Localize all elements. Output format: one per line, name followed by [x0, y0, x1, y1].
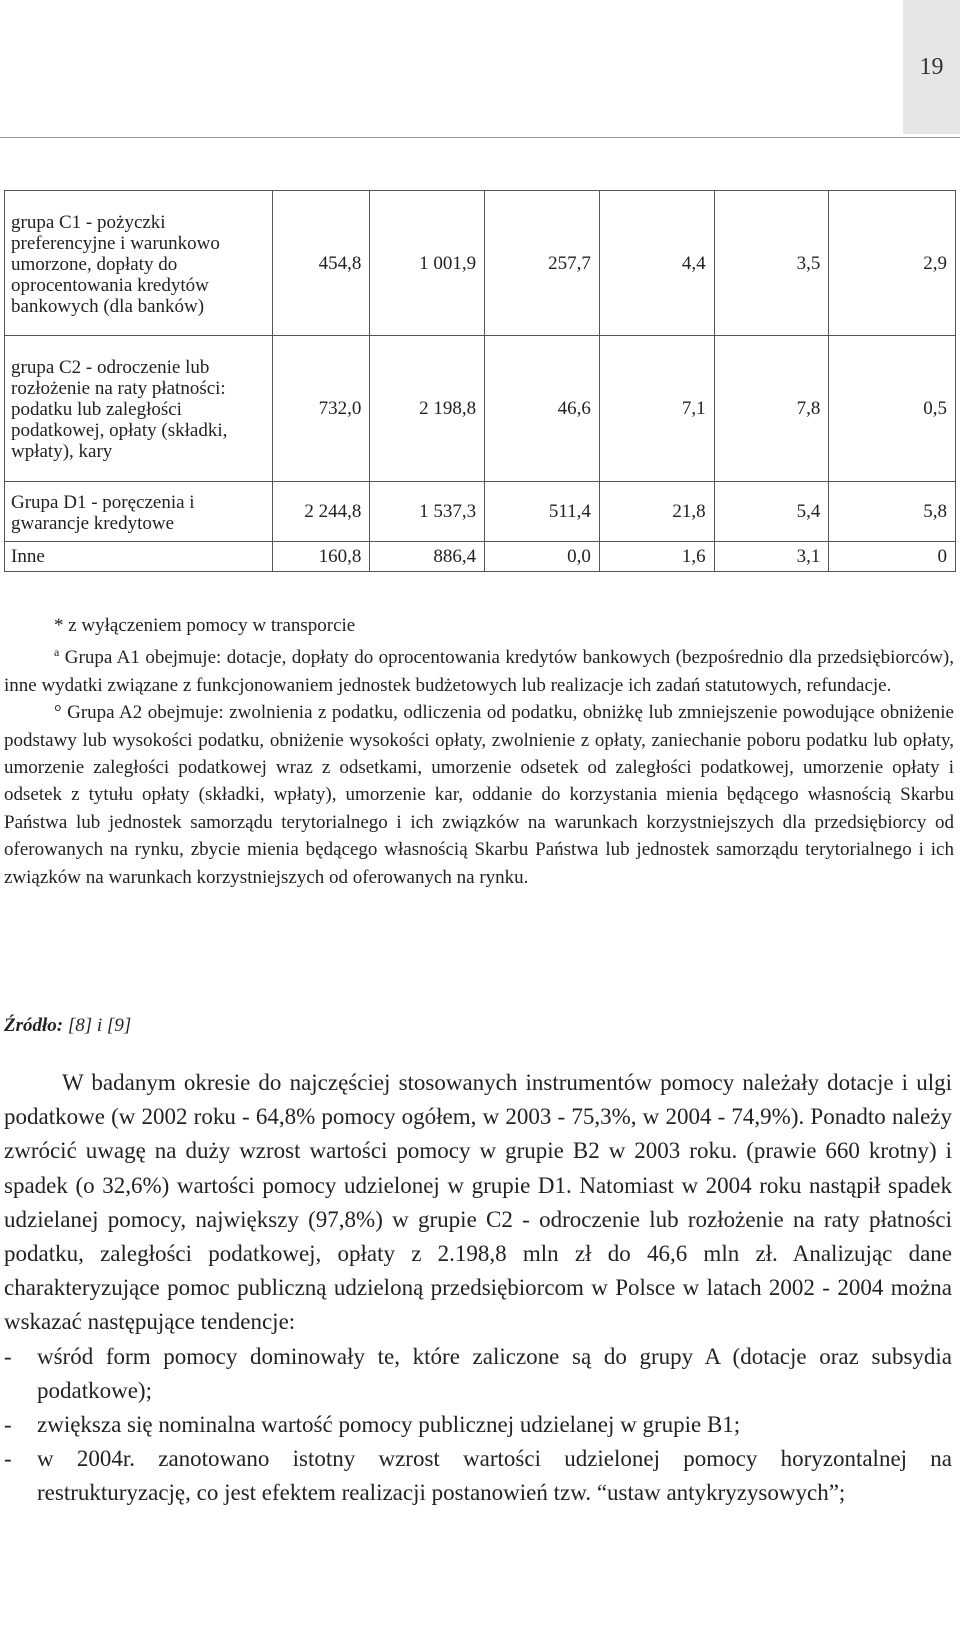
table-cell: 0,5: [829, 336, 956, 482]
aid-table: [4, 190, 956, 572]
table-row: [5, 482, 956, 542]
table-cell: 0,0: [485, 542, 600, 572]
list-item: [4, 1408, 952, 1442]
header-rule: [0, 137, 960, 138]
note-asterisk: * z wyłączeniem pomocy w transporcie: [54, 615, 356, 636]
table-cell: 454,8: [272, 191, 370, 336]
bullet-dash: -: [4, 1343, 12, 1369]
row-label: grupa C2 - odroczenie lub rozłożenie na raty płatności: podatku lub zaległości podatkowej, opłaty (składki, wpłaty), kary: [5, 336, 273, 482]
table-cell: 732,0: [272, 336, 370, 482]
table-row: [5, 191, 956, 336]
list-item-text: zwiększa się nominalna wartość pomocy publicznej udzielanej w grupie B1;: [37, 1412, 741, 1438]
table-cell: 0: [829, 542, 956, 572]
note-b-text: Grupa A2 obejmuje: zwolnienia z podatku, odliczenia od podatku, obniżkę lub zmniejszenie powodujące obniżenie podstawy lub wysokości podatku, obniżenie wysokości opłaty, zwolnienie z opłaty, zaniechanie poboru podatku lub opłaty, umorzenie zaległości podatkowej wraz z odsetkami, umorzenie odsetek od zaległości podatkowej, umorzenie opłaty i odsetek z tytułu opłaty (składki, wpłaty), umorzenie kar, oddanie do korzystania mienia będącego własnością Skarbu Państwa lub jednostek samorządu terytorialnego i ich związków na warunkach korzystniejszych dla przedsiębiorcy od oferowanych na rynku, zbycie mienia będącego własnością Skarbu Państwa lub jednostek samorządu terytorialnego i ich związków na warunkach korzystniejszych od oferowanych na rynku.: [4, 702, 954, 888]
body-paragraph: W badanym okresie do najczęściej stosowanych instrumentów pomocy należały dotacje i ulgi podatkowe (w 2002 roku - 64,8% pomocy ogółem, w 2003 - 75,3%, w 2004 - 74,9%). Ponadto należy zwrócić uwagę na duży wzrost wartości pomocy w grupie B2 w 2003 roku. (prawie 660 krotny) i spadek (o 32,6%) wartości pomocy udzielonej w grupie D1. Natomiast w 2004 roku nastąpił spadek udzielanej pomocy, największy (97,8%) w grupie C2 - odroczenie lub rozłożenie na raty płatności podatku, zaległości podatkowej, opłaty z 2.198,8 mln zł do 46,6 mln zł. Analizując dane charakteryzujące pomoc publiczną udzieloną przedsiębiorcom w Polsce w latach 2002 - 2004 można wskazać następujące tendencje:: [4, 1070, 952, 1335]
tendencies-list: [4, 1340, 952, 1511]
note-b: [4, 699, 954, 891]
table-cell: 1 001,9: [370, 191, 485, 336]
table-cell: 257,7: [485, 191, 600, 336]
table-cell: 160,8: [272, 542, 370, 572]
table-cell: 21,8: [599, 482, 714, 542]
source-refs: [8] i [9]: [67, 1015, 132, 1036]
table-cell: 7,1: [599, 336, 714, 482]
table-cell: 4,4: [599, 191, 714, 336]
page-number-text: 19: [919, 53, 944, 80]
table-cell: 3,5: [714, 191, 829, 336]
note-a-marker: a: [54, 645, 60, 660]
list-item: [4, 1442, 952, 1510]
table-cell: 2 198,8: [370, 336, 485, 482]
source-label: Źródło:: [4, 1015, 64, 1036]
list-item: [4, 1340, 952, 1408]
note-b-marker: °: [54, 702, 62, 724]
list-item-text: wśród form pomocy dominowały te, które zaliczone są do grupy A (dotacje oraz subsydia podatkowe);: [37, 1343, 952, 1403]
table-cell: 5,4: [714, 482, 829, 542]
source-line: [4, 1015, 131, 1037]
page-number: [903, 0, 960, 134]
table-row: [5, 336, 956, 482]
table-cell: 46,6: [485, 336, 600, 482]
row-label: grupa C1 - pożyczki preferencyjne i warunkowo umorzone, dopłaty do oprocentowania kredytów bankowych (dla banków): [5, 191, 273, 336]
table-cell: 1,6: [599, 542, 714, 572]
note-a: [4, 639, 954, 699]
list-item-text: w 2004r. zanotowano istotny wzrost wartości udzielonej pomocy horyzontalnej na restrukturyzację, co jest efektem realizacji postanowień tzw. “ustaw antykryzysowych”;: [37, 1446, 952, 1506]
body-text: [4, 1066, 952, 1511]
table-cell: 511,4: [485, 482, 600, 542]
row-label: Grupa D1 - poręczenia i gwarancje kredytowe: [5, 482, 273, 542]
note-a-text: Grupa A1 obejmuje: dotacje, dopłaty do oprocentowania kredytów bankowych (bezpośrednio dla przedsiębiorców), inne wydatki związane z funkcjonowaniem jednostek budżetowych lub realizacje ich zadań statutowych, refundacje.: [4, 647, 955, 696]
row-label: Inne: [5, 542, 273, 572]
bullet-dash: -: [4, 1412, 12, 1438]
bullet-dash: -: [4, 1446, 12, 1472]
table-cell: 7,8: [714, 336, 829, 482]
table-cell: 3,1: [714, 542, 829, 572]
table-cell: 1 537,3: [370, 482, 485, 542]
table-notes: [4, 612, 954, 891]
table-cell: 2,9: [829, 191, 956, 336]
table-cell: 886,4: [370, 542, 485, 572]
table-row: [5, 542, 956, 572]
table-cell: 5,8: [829, 482, 956, 542]
table-cell: 2 244,8: [272, 482, 370, 542]
